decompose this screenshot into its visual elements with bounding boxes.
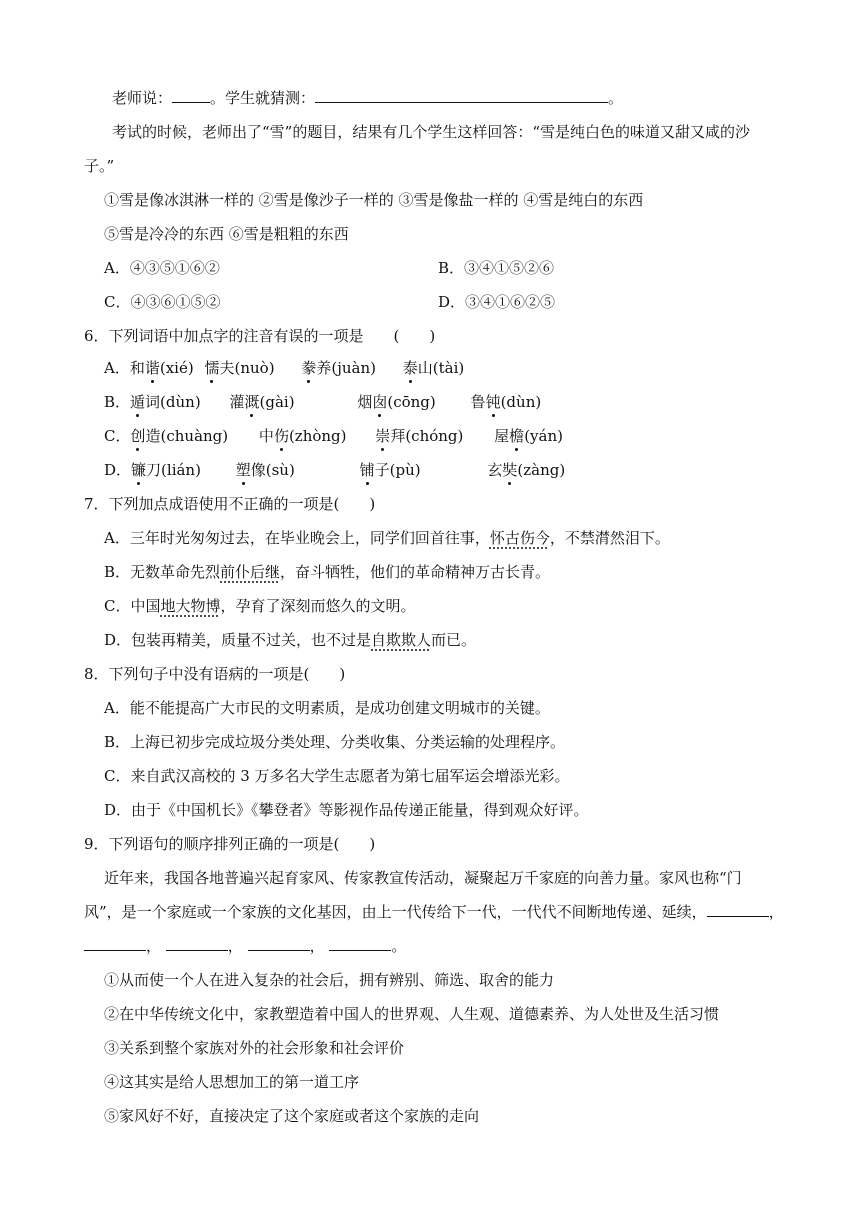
q5-stem [112, 88, 623, 108]
q8-option-b: B．上海已初步完成垃圾分类处理、分类收集、分类运输的处理程序。 [104, 733, 566, 751]
passage-text: 风”，是一个家庭或一个家族的文化基因，由上一代传给下一代，一代代不间断地传递、延续， [84, 903, 707, 921]
option-text: (dùn) [500, 393, 542, 411]
option-text: 烟 [357, 393, 373, 411]
q5-passage-line-1: 考试的时候，老师出了“雪”的题目，结果有几个学生这样回答：“雪是纯白色的味道又甜又咸的沙 [112, 123, 751, 141]
answer-blank [166, 936, 228, 951]
q5-option-b: B．③④①⑤②⑥ [438, 259, 555, 277]
option-text: C． [104, 427, 131, 445]
option-text: (gài) [259, 393, 295, 411]
option-text: 山(tài) [417, 359, 465, 377]
option-text: 灌 [229, 393, 245, 411]
dotted-char: 创 [130, 427, 146, 445]
q8-option-c: C．来自武汉高校的 3 万多名大学生志愿者为第七届军运会增添光彩。 [104, 767, 570, 785]
q6-option-c [104, 426, 563, 446]
q5-items-line-2: ⑤雪是冷冷的东西 ⑥雪是粗粗的东西 [104, 225, 349, 243]
option-text: 养(juàn) [316, 359, 376, 377]
dotted-char: 谐 [144, 359, 160, 377]
option-text: (cōng) [387, 393, 436, 411]
q6-stem: 6．下列词语中加点字的注音有误的一项是 ( ) [84, 327, 436, 345]
q9-item-5: ⑤家风好不好，直接决定了这个家庭或者这个家族的走向 [104, 1107, 480, 1125]
dotted-char: 檐 [509, 427, 525, 445]
q8-stem: 8．下列句子中没有语病的一项是( ) [84, 665, 346, 683]
q5-stem-part: 老师说： [112, 89, 173, 107]
q5-passage-line-2: 子。” [84, 157, 115, 175]
answer-blank [329, 936, 391, 951]
dotted-idiom: 前仆后继 [220, 563, 281, 581]
dotted-char: 豢 [301, 359, 317, 377]
dotted-char: 遁 [130, 393, 146, 411]
option-text: D． [104, 461, 132, 479]
q8-option-a: A．能不能提高广大市民的文明素质，是成功创建文明城市的关键。 [104, 699, 550, 717]
passage-text: ， [146, 937, 162, 955]
q5-stem-part: 。学生就猜测： [210, 89, 316, 107]
option-text: 造(chuàng) [145, 427, 229, 445]
q5-stem-part: 。 [608, 89, 624, 107]
q5-option-a: A．④③⑤①⑥② [104, 259, 220, 277]
q5-option-c: C．④③⑥①⑤② [104, 293, 221, 311]
dotted-char: 崇 [375, 427, 391, 445]
option-text: 拜(chóng) [390, 427, 464, 445]
q7-option-b [104, 562, 550, 582]
q6-option-a [104, 358, 464, 378]
q9-passage-line-2 [84, 902, 784, 922]
dotted-idiom: 地大物博 [160, 597, 221, 615]
q7-option-a [104, 528, 670, 548]
option-text: ，不禁潸然泪下。 [549, 529, 670, 547]
answer-blank [315, 88, 608, 103]
option-text: (zàng) [517, 461, 566, 479]
answer-blank [248, 936, 310, 951]
dotted-char: 懦 [204, 359, 220, 377]
option-text: 词(dùn) [145, 393, 201, 411]
option-text: 而已。 [431, 631, 477, 649]
option-text: ，孕育了深刻而悠久的文明。 [220, 597, 416, 615]
q7-option-d [104, 630, 476, 650]
option-text: 刀(lián) [146, 461, 201, 479]
q6-option-d [104, 460, 565, 480]
dotted-char: 溉 [244, 393, 260, 411]
option-text: A．三年时光匆匆过去，在毕业晚会上，同学们回首往事， [104, 529, 490, 547]
answer-blank [84, 936, 146, 951]
option-text: (zhòng) [288, 427, 347, 445]
dotted-char: 铺 [359, 461, 375, 479]
option-text: 屋 [494, 427, 510, 445]
option-text: C．中国 [104, 597, 161, 615]
q9-item-3: ③关系到整个家族对外的社会形象和社会评价 [104, 1039, 405, 1057]
q9-item-4: ④这其实是给人思想加工的第一道工序 [104, 1073, 360, 1091]
passage-text: ， [309, 937, 325, 955]
q9-item-2: ②在中华传统文化中，家教塑造着中国人的世界观、人生观、道德素养、为人处世及生活习惯 [104, 1005, 720, 1023]
option-text: (xié) [159, 359, 194, 377]
option-text: ，奋斗牺牲，他们的革命精神万古长青。 [280, 563, 551, 581]
q9-stem: 9．下列语句的顺序排列正确的一项是( ) [84, 835, 376, 853]
option-text: B．无数革命先烈 [104, 563, 221, 581]
option-text: A．和 [104, 359, 145, 377]
option-text: 玄 [487, 461, 503, 479]
q9-item-1: ①从而使一个人在进入复杂的社会后，拥有辨别、筛选、取舍的能力 [104, 971, 555, 989]
q9-passage-line-3 [84, 936, 406, 956]
dotted-char: 钝 [485, 393, 501, 411]
answer-blank [172, 88, 210, 103]
dotted-idiom: 怀古伤今 [489, 529, 550, 547]
q7-stem: 7．下列加点成语使用不正确的一项是( ) [84, 495, 376, 513]
option-text: B． [104, 393, 131, 411]
q6-option-b [104, 392, 541, 412]
q5-items-line-1: ①雪是像冰淇淋一样的 ②雪是像沙子一样的 ③雪是像盐一样的 ④雪是纯白的东西 [104, 191, 644, 209]
option-text: 子(pù) [374, 461, 421, 479]
passage-text: ， [768, 903, 784, 921]
q7-option-c [104, 596, 416, 616]
q9-passage-line-1: 近年来，我国各地普遍兴起育家风、传家教宣传活动，凝聚起万千家庭的向善力量。家风也称“门 [104, 869, 742, 887]
option-text: D．包装再精美，质量不过关，也不过是 [104, 631, 372, 649]
option-text: 夫(nuò) [219, 359, 275, 377]
q8-option-d: D．由于《中国机长》《攀登者》等影视作品传递正能量，得到观众好评。 [104, 801, 589, 819]
option-text: 鲁 [470, 393, 486, 411]
answer-blank [707, 902, 769, 917]
dotted-char: 囱 [372, 393, 388, 411]
option-text: (yán) [524, 427, 563, 445]
dotted-char: 塑 [235, 461, 251, 479]
passage-text: 。 [391, 937, 407, 955]
option-text: 像(sù) [250, 461, 295, 479]
option-text: 中 [258, 427, 274, 445]
q5-option-d: D．③④①⑥②⑤ [438, 293, 556, 311]
dotted-char: 伤 [273, 427, 289, 445]
dotted-char: 奘 [502, 461, 518, 479]
passage-text: ， [227, 937, 243, 955]
dotted-idiom: 自欺欺人 [371, 631, 432, 649]
dotted-char: 泰 [402, 359, 418, 377]
dotted-char: 镰 [131, 461, 147, 479]
